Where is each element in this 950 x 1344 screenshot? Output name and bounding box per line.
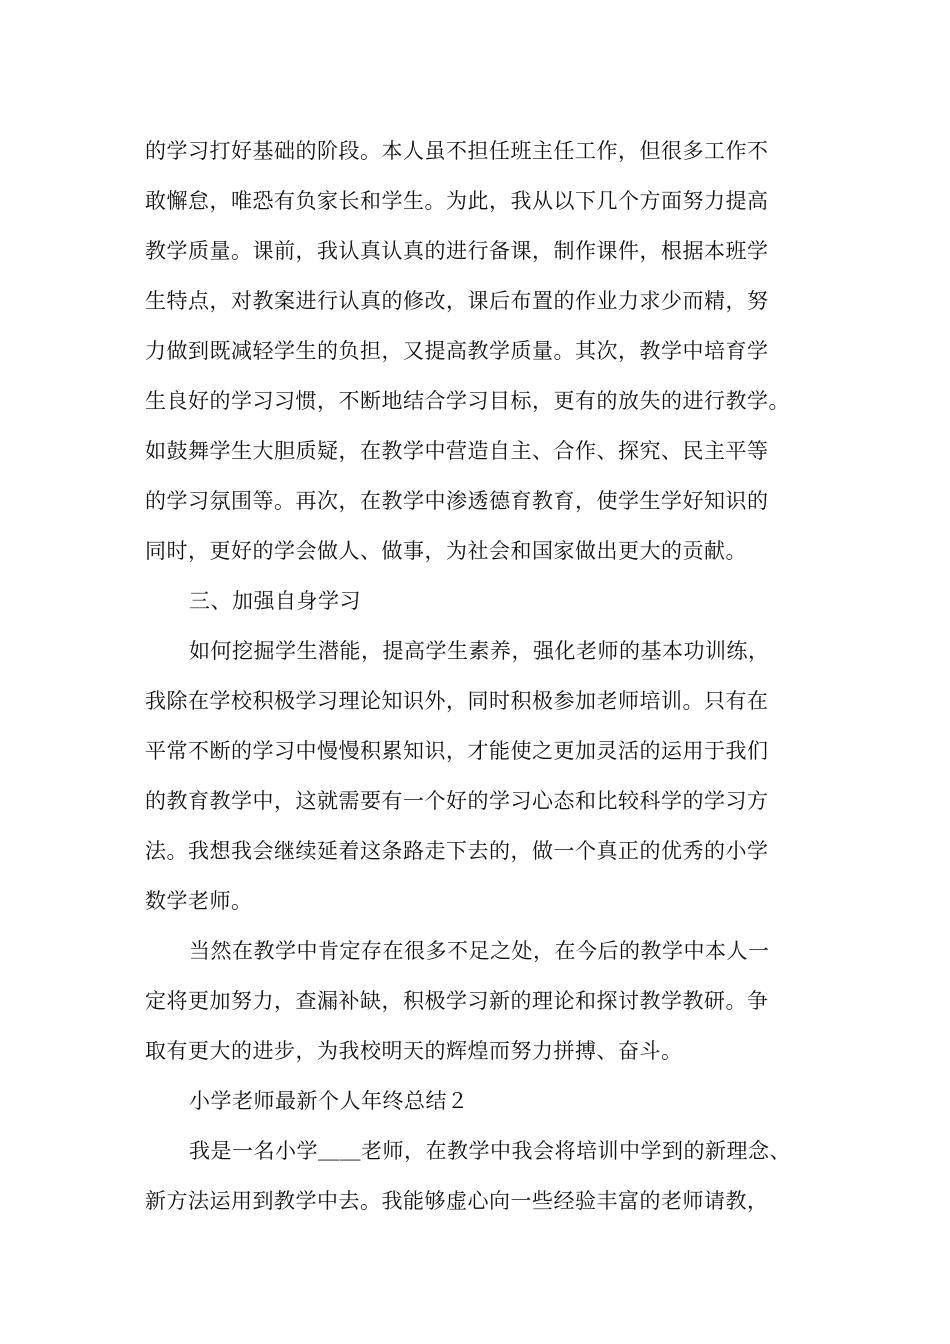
paragraph-line: 我是一名小学＿＿老师，在教学中我会将培训中学到的新理念、 [189, 1139, 791, 1163]
paragraph-line: 平常不断的学习中慢慢积累知识，才能使之更加灵活的运用于我们 [145, 739, 769, 763]
paragraph-line: 生特点，对教案进行认真的修改，课后布置的作业力求少而精，努 [145, 289, 769, 313]
document-subtitle: 小学老师最新个人年终总结２ [189, 1089, 469, 1113]
document-body [145, 126, 825, 1226]
paragraph-line: 同时，更好的学会做人、做事，为社会和国家做出更大的贡献。 [145, 539, 747, 563]
paragraph-line: 如鼓舞学生大胆质疑，在教学中营造自主、合作、探究、民主平等 [145, 439, 769, 463]
paragraph-line: 当然在教学中肯定存在很多不足之处，在今后的教学中本人一 [189, 939, 770, 963]
paragraph-line: 定将更加努力，查漏补缺，积极学习新的理论和探讨教学教研。争 [145, 989, 769, 1013]
paragraph-line: 生良好的学习习惯，不断地结合学习目标，更有的放失的进行教学。 [145, 389, 790, 413]
paragraph-line: 我除在学校积极学习理论知识外，同时积极参加老师培训。只有在 [145, 689, 769, 713]
paragraph-line: 教学质量。课前，我认真认真的进行备课，制作课件，根据本班学 [145, 239, 769, 263]
paragraph-line: 法。我想我会继续延着这条路走下去的，做一个真正的优秀的小学 [145, 839, 769, 863]
paragraph-line: 新方法运用到教学中去。我能够虚心向一些经验丰富的老师请教， [145, 1189, 769, 1213]
section-heading: 三、加强自身学习 [189, 589, 361, 613]
paragraph-line: 的学习打好基础的阶段。本人虽不担任班主任工作，但很多工作不 [145, 139, 769, 163]
paragraph-line: 力做到既减轻学生的负担，又提高教学质量。其次，教学中培育学 [145, 339, 769, 363]
paragraph-line: 敢懈怠，唯恐有负家长和学生。为此，我从以下几个方面努力提高 [145, 189, 769, 213]
paragraph-line: 如何挖掘学生潜能，提高学生素养，强化老师的基本功训练， [189, 639, 770, 663]
paragraph-line: 的学习氛围等。再次，在教学中渗透德育教育，使学生学好知识的 [145, 489, 769, 513]
paragraph-line: 的教育教学中，这就需要有一个好的学习心态和比较科学的学习方 [145, 789, 769, 813]
paragraph-line: 数学老师。 [145, 889, 253, 913]
paragraph-line: 取有更大的进步，为我校明天的辉煌而努力拼搏、奋斗。 [145, 1039, 683, 1063]
